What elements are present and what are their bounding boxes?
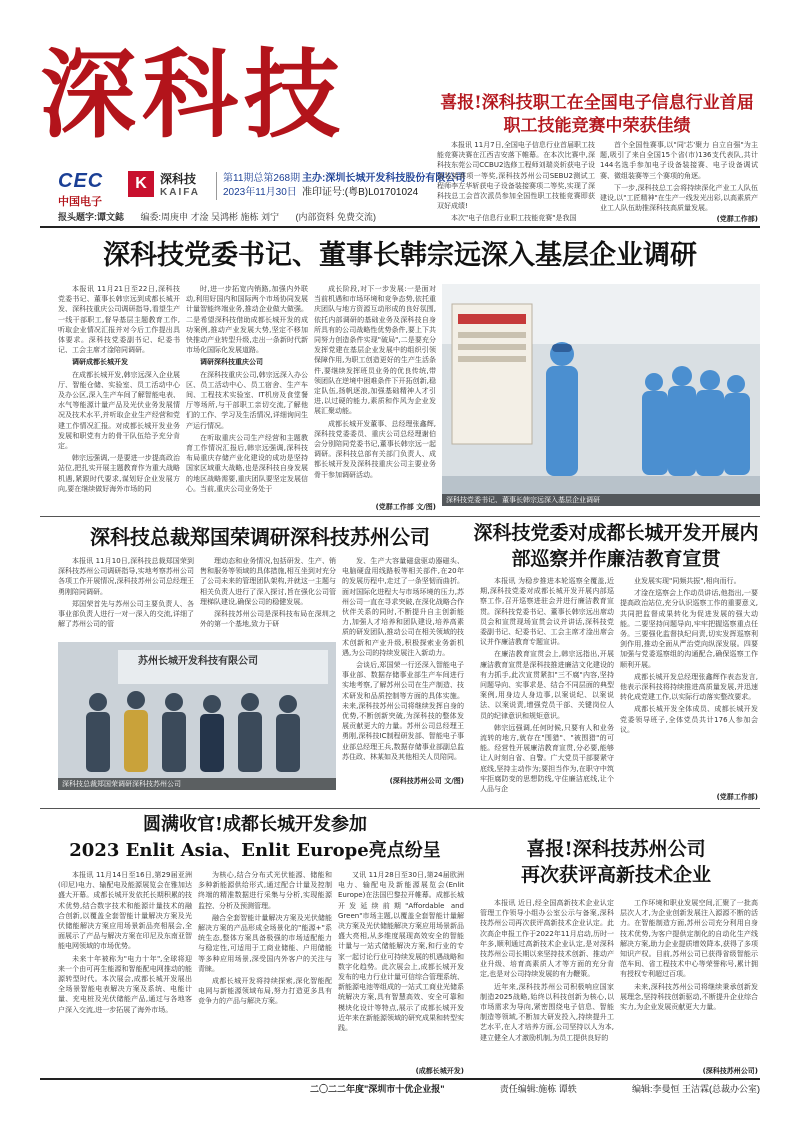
a1-photo-caption: 深科技党委书记、董事长韩宗远深入基层企业调研 bbox=[442, 494, 760, 506]
masthead-title: 深科技 bbox=[40, 38, 346, 151]
a4-c2c: 成都长城开发将持续探索,深化智能配电网与新能源领域布局,努力打造更多具有竞争力的产品与解决方案。 bbox=[198, 977, 332, 1006]
credits-editors: 编委:周庚申 才淦 吴鸿彬 施栋 刘宁 bbox=[140, 212, 280, 222]
a2-c3b: 会谈后,郑国荣一行还深入智能电子事业部、数据存储事业部生产车间进行实地考察,了解苏州公司在生产制造、技术研发和品质控制等方面的具体实施。未来,深科技苏州公司将继续发挥自身的优势,不断创新突破,为深科技的整体发展贡献更大的力量。苏州公司总经理王勇刚,深科技IC制程研发部、智能电子事业部总经理王兵,数据存储事业部副总监苏住政、林某如及其他相关人员陪同。 bbox=[342, 661, 464, 761]
a1-c2b: 在深科技重庆公司,韩宗远深入办公区、员工活动中心、员工宿舍、生产车间、工程技术实验室、IT机房及食堂餐厅等场所,与干部职工亲切交流,了解他们的工作、学习及生活情况,详细询问生产运行情况。 bbox=[186, 370, 308, 430]
lead-title: 喜报!深科技职工在全国电子信息行业首届职工技能竞赛中荣获佳绩 bbox=[440, 93, 754, 136]
a2-c2b: 深科技苏州公司是深科技布局在深圳之外的第一个基地,致力于研 bbox=[200, 610, 336, 629]
footer bbox=[40, 1082, 760, 1095]
kaifa-cn: 深科技 bbox=[160, 172, 197, 186]
a2-tag: (深科技苏州公司 文/图) bbox=[389, 777, 464, 785]
credits-line bbox=[58, 210, 438, 223]
a5-col1 bbox=[480, 898, 614, 1076]
a1-c2c: 在听取重庆公司生产经营和主题教育工作情况汇报后,韩宗远强调,深科技布局重庆存储产业化建设的成功是坚持国家区域重大战略,也是深科技自身发展的地区战略需要,重庆团队要坚定发展信心。当前,重庆公司业务处于 bbox=[186, 433, 308, 493]
cec-logo-sub: 中国电子 bbox=[58, 196, 102, 208]
a5-title-1: 喜报!深科技苏州公司 bbox=[526, 838, 706, 860]
a4-title-2: 2023 Enlit Asia、Enlit Europe亮点纷呈 bbox=[69, 840, 441, 861]
a2-photo-sign: 苏州长城开发科技有限公司 bbox=[138, 656, 258, 667]
kaifa-logo bbox=[128, 170, 200, 198]
a5-c1: 本报讯 近日,经全国高新技术企业认定管理工作领导小组办公室公示与备案,深科技苏州公司再次获评高新技术企业认定。此次高企申报工作于2022年11月启动,历时一年多,顺利通过高新技术企业认定,是对深科技苏州公司长期以来坚持技术创新、推动产业升级、培育高素质人才等方面的充分肯定,也是对公司持续发展的有力鞭策。 bbox=[480, 899, 614, 979]
a2-photo bbox=[58, 642, 336, 790]
a2-photo-caption: 深科技总裁郑国荣调研深科技苏州公司 bbox=[58, 778, 336, 790]
a1-col1 bbox=[58, 284, 180, 510]
host-name: 主办:深圳长城开发科技股份有限公司 bbox=[302, 173, 466, 184]
lead-col1-p2: 本次"电子信息行业职工技能竞赛"是我国 bbox=[451, 214, 577, 222]
a3-col2 bbox=[620, 576, 758, 788]
a3-c2d: 成都长城开发全体成员、成都长城开发党委领导班子,全体党员共计176人参加会议。 bbox=[620, 705, 758, 734]
issue-number: 第11期总第268期 bbox=[223, 173, 301, 184]
a4-tag: (成都长城开发) bbox=[415, 1067, 464, 1075]
a1-photo bbox=[442, 284, 760, 506]
a1-c3: 成长阶段,对下一步发展:一是面对当前机遇和市场环境和竞争态势,依托重庆团队与地方资源互动形成的良好氛围,依托内部调研的基础业务及深科技自身所具有的公司战略性优势条件,要上下共同努力创造条件实现"破局",二是要充分发挥党建在基层企业发展中的组织引领保障作用,为职工创造更好的生产生活条件,要继续发挥班员业务的优良传统,带领团队在逆境中困难条件下开拓创新,稳定队伍,扬帆逐浪,加强基础精神人才引进,以过硬的能力,素质和作风为企业发展汇聚动能。 bbox=[314, 285, 436, 416]
a3-tag: (党群工作部) bbox=[716, 793, 758, 801]
a3-c2c: 成都长城开发总经理张鑫辉作表态发言,他表示深科技将持续推进高质量发展,并迅速转化成党建工作,以实际行动落实整改要求。 bbox=[620, 672, 758, 702]
a1-col2 bbox=[186, 284, 308, 510]
a1-sh1: 调研成都长城开发 bbox=[72, 358, 128, 367]
a4-title-1: 圆满收官!成都长城开发参加 bbox=[143, 814, 367, 835]
a2-col1 bbox=[58, 556, 194, 638]
credits-note: (内部资料 免费交流) bbox=[295, 212, 377, 222]
a1-c1: 本报讯 11月21日至22日,深科技党委书记、董事长韩宗远到成都长城开发、深科技重庆公司调研指导,看望生产一线干部职工,督导基层主题教育工作,听取企业情况汇报并对今后工作提出具体要求。深科技党委副书记、纪委书记、工会主席才淦陪同调研。 bbox=[58, 285, 180, 355]
footer-proof: 编辑:李曼恒 王洁霖(总裁办公室) bbox=[632, 1084, 760, 1094]
masthead-rule bbox=[40, 226, 760, 228]
a4-c2b: 融合全套智能计量解决方案及光伏储能解决方案的产品形成全场景化的"能源+"系统生态,整体方案具备极强的市场适配能力与稳定性,可适用于工商业储能、户用储能等多种应用场景,深受国内外客户的关注与青睐。 bbox=[198, 913, 332, 973]
a3-c2b: 才淦在巡察会上作动员讲话,他指出,一要提高政治站位,充分认识巡察工作的重要意义,共同把监督成果转化为促进发展的强大动能。二要坚持问题导向,牢牢把握巡察重点任务。三要强化监督执纪问责,切实发挥巡察利剑作用,推动全面从严治党向纵深发展。四要加强与党委巡察组的沟通配合,确保巡察工作顺利开展。 bbox=[620, 589, 758, 669]
a2-title: 深科技总裁郑国荣调研深科技苏州公司 bbox=[90, 525, 430, 549]
a2-c1b: 郑国荣首先与苏州公司主要负责人、各事业部负责人进行一对一深入的交流,详细了解了苏州公司的管 bbox=[58, 599, 194, 629]
cec-logo-text: CEC bbox=[58, 170, 104, 192]
a4-c2: 为核心,结合分布式光伏能源、储能和多种新能源供给形式,通过配合计量及控制终端的精准数据进行采集与分析,实现能源监控、分析及预测管理。 bbox=[198, 871, 332, 910]
a2-c3: 发、生产大容量磁盘驱动器磁头、电脑硬盘用线路板等相关部件,在20年的发展历程中,走过了一条坚韧而曲折。面对国际化进程大与市场环境的压力,苏州公司一直在寻求突破,在深化战略合作伙伴关系的同时,不断提升自主创新能力,加强人才培养和团队建设,培养高素质的研发团队,推动公司在相关领域的技术创新和产业升级,积极探索业务新机遇,为公司的持续发展注入新动力。 bbox=[342, 557, 464, 657]
a5-c1b: 近年来,深科技苏州公司积极响应国家制造2025战略,始终以科技创新为核心,以市场需求为导向,紧密围绕电子信息、智能制造等领域,不断加大研发投入,持续提升工艺水平,在人才培养方面,公司坚持以人为本,建立健全人才激励机制,为员工提供良好的 bbox=[480, 982, 614, 1042]
factory-visit-illustration bbox=[442, 284, 760, 506]
a1-c3b: 成都长城开发董事、总经理张鑫辉,深科技党委委员、重庆公司总经理谢伯会分别陪同党委书记,董事长韩宗远一起调研。深科技总部有关部门负责人、成都长城开发及深科技重庆公司主要业务骨干参加调研活动。 bbox=[314, 419, 436, 479]
a3-c1: 本报讯 为稳步推进本轮巡察全覆盖,近期,深科技党委对成都长城开发开展内部巡察工作,召开巡察进驻会并进行廉洁教育宣贯。深科技党委书记、董事长韩宗远出席动员会和宣贯现场宣贯会议并讲话,深科技党委副书记、纪委书记、工会主席才淦出席会议并作廉洁教育专题宣讲。 bbox=[480, 577, 614, 647]
lead-col1 bbox=[437, 140, 595, 222]
footer-editors: 责任编辑:施栋 谭轶 bbox=[499, 1084, 577, 1094]
a2-c1: 本报讯 11月10日,深科技总裁郑国荣到深科技苏州公司调研指导,实地考察苏州公司各项工作开展情况,深科技苏州公司总经理王勇刚陪同调研。 bbox=[58, 557, 194, 596]
footer-banner: 二〇二二年度"深圳市十优企业报" bbox=[310, 1084, 445, 1094]
lead-col2 bbox=[600, 140, 758, 214]
permit-number: 准印证号:(粤B)L01701024 bbox=[302, 187, 419, 198]
a3-c1c: 韩宗远强调,任何时候,只要有人和业务流转的地方,就存在"围猎"、"被围猎"的可能。经营性开展廉洁教育宣贯,分必要,能够让人时刻自省、自警。广大党员干部要紧守底线,坚持主动作为;要担当作为,在职守中筑牢拒腐防变的思想防线,守住廉洁底线,让个人品与企 bbox=[480, 723, 614, 794]
cec-logo bbox=[58, 170, 103, 209]
a2-col2 bbox=[200, 556, 336, 638]
lead-col2-p2: 下一步,深科技总工会将持续深化产业工人队伍建设,以"工匠精神"在生产一线发光出彩,以高素质产业工人队伍助推深科技高质量发展。 bbox=[600, 183, 758, 213]
credits-title-calligraphy: 报头题字:谭文鋕 bbox=[58, 212, 124, 222]
footer-rule bbox=[40, 1078, 760, 1080]
a3-c2: 业发展实现"同频共振",相向而行。 bbox=[634, 577, 741, 585]
a4-c1: 本报讯 11月14日至16日,第29届亚洲(印尼)电力、输配电及能源展览会在雅加达盛大开幕。成都长城开发依托长期积累的技术优势,结合数字技术和能源计量技术的融合创新,以覆盖全套智能计量解决方案及光伏储能解决方案应用场景新品亮相展会,全面展示了产品与解决方案在印尼及东南亚智能电网领域的市场优势。 bbox=[58, 871, 192, 951]
kaifa-en: KAIFA bbox=[160, 187, 200, 198]
a5-c2: 工作环境和职业发展空间,汇聚了一批高层次人才,为企业创新发展注入源源不断的活力。在智能制造方面,苏州公司充分利用自身技术优势,为客户提供定制化的自动化生产线解决方案,助力企业提质增效降本,获得了多项知识产权。目前,苏州公司已获得省级智能示范车间、省工程技术中心等荣誉称号,累计拥有授权专利超过百项。 bbox=[620, 899, 758, 979]
a5-title-2: 再次获评高新技术企业 bbox=[520, 864, 711, 886]
issue-info bbox=[216, 172, 300, 200]
divider-2 bbox=[40, 808, 760, 809]
a4-col1 bbox=[58, 870, 192, 1078]
divider-1 bbox=[40, 516, 760, 517]
a5-c2b: 未来,深科技苏州公司将继续秉承创新发展理念,坚持科技创新驱动,不断提升企业综合实力,为企业发展贡献更大力量。 bbox=[620, 982, 758, 1012]
a1-c1b: 在成都长城开发,韩宗远深入企业展厅、智能仓储、实验室、员工活动中心及办公区,深入生产车间了解智能电表、水气等能源计量产品及光伏业务发展情况及技术水平,并听取企业生产经营和党建工作情况汇报。对成都长城开发业务发展和职党有力的骨干队伍给予充分肯定。 bbox=[58, 370, 180, 451]
a3-c1b: 在廉洁教育宣贯会上,韩宗远指出,开展廉洁教育宣贯是深科技推进廉洁文化建设的有力抓手,此次宣贯紧扣"三不腐"内容,坚持问题导向、实事求是、结合不同层面的典型案例,用身边人身边事,以案说纪、以案说法、以案说责,增强党员干部、关键岗位人员的纪律意识和规矩意识。 bbox=[480, 650, 614, 720]
a3-title: 深科技党委对成都长城开发开展内部巡察并作廉洁教育宣贯 bbox=[473, 522, 759, 570]
a4-c1b: 未来十年被称为"电力十年",全球将迎来一个由可再生能源和智能配电网推动的能源转型时代。本次展会,成都长城开发展出全场景智能电表解决方案及系统、电能计量、充电桩及光伏储能产品,通过与各地客户深入交流,进一步拓展了海外市场。 bbox=[58, 954, 192, 1014]
a2-col3 bbox=[342, 556, 464, 774]
a1-title: 深科技党委书记、董事长韩宗远深入基层企业调研 bbox=[103, 240, 697, 271]
a5-tag: (深科技苏州公司) bbox=[702, 1067, 758, 1075]
a1-sh2: 调研深科技重庆公司 bbox=[200, 358, 263, 367]
a1-col3 bbox=[314, 284, 436, 500]
a3-col1 bbox=[480, 576, 614, 794]
lead-col2-p1: 首个全国性赛事,以"同'芯'聚力 自立自强"为主题,吸引了来自全国15个省(市)136支代表队,共计144名选手参加电子设备装接赛、电子设备调试赛、微组装赛等三个赛项的角逐。 bbox=[600, 141, 758, 180]
kaifa-mark-icon: K bbox=[128, 171, 154, 197]
a4-c3: 又讯 11月28日至30日,第24届欧洲电力、输配电及新能源展览会(Enlit Europe)在法国巴黎拉开帷幕。成都长城开发延续前期"Affordable and Green"市场主题,以覆盖全套智能计量解决方案及光伏储能解决方案应用场景新品盛大亮相,从多维度展现高效安全的智能计量与一站式储能解决方案,和行业的专家一起讨论行业可持续发展的机遇战略和数字化趋势。此次展会上,成都长城开发发布的电力行业计量可信综合管理系统、新能源电池等组成的一站式工商业光储系统解决方案,具有智慧高效、安全可靠和模块化设计等特点,展示了成都长城开发近年来在新能源领域的研究成果和转型实践。 bbox=[338, 871, 464, 1033]
a5-col2 bbox=[620, 898, 758, 1066]
a1-c1c: 韩宗远强调,一是要进一步提高政治站位,把扎实开展主题教育作为重大战略机遇,紧跟时代要求,谋划好企业发展方向,要在继续做好海外市场的同 bbox=[58, 454, 180, 493]
a4-col2 bbox=[198, 870, 332, 1078]
lead-col1-p1: 本报讯 11月7日,全国电子信息行业首届职工技能竞赛决赛在江西吉安落下帷幕。在本次比赛中,深科技东莞公司CCBU2选修工程师刘瑞炎斩获电子设备装接赛项一等奖,深科技苏州公司SEBU2测试工程师李左华斩获电子设备装接赛项二等奖,实现了深科技总工会首次派员参加全国性职工技能竞赛即获双好成绩! bbox=[437, 141, 595, 211]
a4-col3 bbox=[338, 870, 464, 1066]
a1-c2: 时,进一步拓宽内销路,加强内外联动,利用好国内和国际两个市场协同发展计量智能终端业务,推动企业做大做强。二是希望深科技借助成都长城开发的成功案例,推动产业发展大势,坚定不移加快推动产业转型升级,走出一条新时代新市场化国际化发展道路。 bbox=[186, 285, 308, 355]
a1-tag: (党群工作部 文/图) bbox=[375, 503, 436, 511]
a2-c2: 理动态和业务情况,包括研发、生产、销售和服务等领域的具体措施,相互坐到对充分了公司未来的管理团队架构,并就这一主题与相关负责人进行了深入探讨,旨在强化公司管理梯队建设,确保公司的稳健发展。 bbox=[200, 557, 336, 606]
lead-tag: (党群工作部) bbox=[716, 215, 758, 223]
issue-date: 2023年11月30日 bbox=[223, 187, 297, 198]
